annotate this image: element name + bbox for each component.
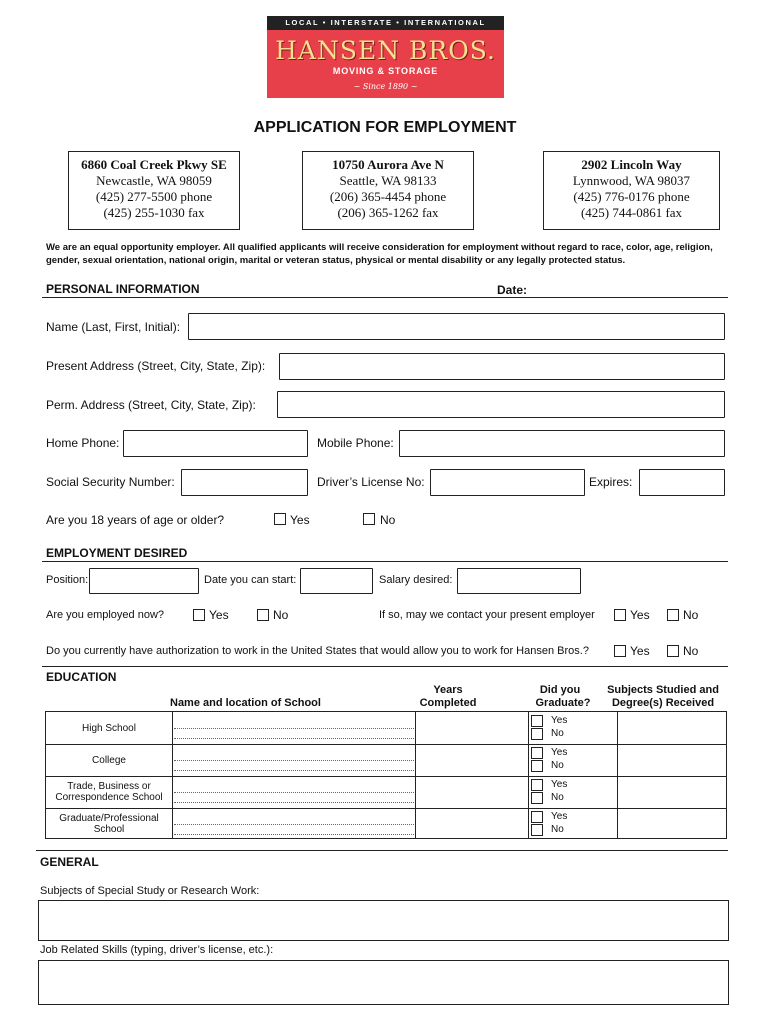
edu-row-label-trade [46,776,172,808]
col-years-header-1: Years [433,684,463,696]
office-fax: (206) 365-1262 fax [337,205,439,220]
office-phone: (206) 365-4454 phone [329,189,447,204]
col-divider [528,712,529,838]
write-line [174,824,414,825]
office-fax: (425) 744-0861 fax [580,205,683,220]
employed-yes-label: Yes [209,608,229,622]
salary-field[interactable] [457,568,581,594]
personal-heading: PERSONAL INFORMATION [46,282,200,296]
graduate-grad-yes-checkbox[interactable] [531,811,543,823]
col-divider [617,712,618,838]
auth-yes-label: Yes [630,644,650,658]
section-divider [42,666,728,667]
office-seattle [302,151,474,230]
start-date-label: Date you can start: [204,574,297,586]
write-line [174,792,414,793]
contact-question: If so, may we contact your present employer [379,609,595,621]
contact-yes-checkbox[interactable] [614,609,626,621]
office-city: Seattle, WA 98133 [339,173,437,188]
trade-grad-no-checkbox[interactable] [531,792,543,804]
trade-grad-yes-label: Yes [551,779,568,790]
trade-grad-yes-checkbox[interactable] [531,779,543,791]
col-subjects-header-2: Degree(s) Received [611,697,715,709]
write-line [174,738,414,739]
salary-label: Salary desired: [379,574,453,586]
office-phone: (425) 277-5500 phone [95,189,213,204]
auth-yes-checkbox[interactable] [614,645,626,657]
employed-no-label: No [273,608,289,622]
eeo-statement: We are an equal opportunity employer. All qualified applicants will receive consideration for employment without regard to race, color, age, religion, gender, sexual orientation, national origin, marital or veteran status, physical or mental disability or any legally protected status. [46,242,713,266]
position-field[interactable] [89,568,199,594]
col-subjects-header-1: Subjects Studied and [607,684,719,696]
authorization-question: Do you currently have authorization to work in the United States that would allow you to work for Hansen Bros.? [46,645,589,657]
office-address: 2902 Lincoln Way [581,157,682,172]
mobile-phone-field[interactable] [399,430,725,457]
expires-label: Expires: [589,475,633,489]
company-logo [267,16,504,98]
present-address-field[interactable] [279,353,725,380]
hs-grad-yes-label: Yes [551,715,568,726]
edu-row-label-line: Graduate/Professional [59,813,159,824]
present-address-label: Present Address (Street, City, State, Zip): [46,359,266,373]
office-city: Newcastle, WA 98059 [96,173,212,188]
perm-address-field[interactable] [277,391,725,418]
home-phone-label: Home Phone: [46,436,120,450]
contact-yes-label: Yes [630,608,650,622]
edu-row-label-line: School [93,824,125,835]
page-title: APPLICATION FOR EMPLOYMENT [253,119,517,136]
mobile-phone-label: Mobile Phone: [317,436,394,450]
write-line [174,834,414,835]
write-line [174,770,414,771]
age-no-checkbox[interactable] [363,513,375,525]
logo-tagline: LOCAL • INTERSTATE • INTERNATIONAL [267,16,504,30]
college-grad-yes-checkbox[interactable] [531,747,543,759]
name-label: Name (Last, First, Initial): [46,320,181,334]
graduate-grad-no-label: No [551,824,564,835]
edu-row-label-high-school [46,712,172,744]
edu-row-label-line: High School [82,722,136,734]
contact-no-label: No [683,608,699,622]
contact-no-checkbox[interactable] [667,609,679,621]
trade-grad-no-label: No [551,792,564,803]
employment-heading: EMPLOYMENT DESIRED [46,546,188,560]
hs-grad-no-label: No [551,728,564,739]
employed-no-checkbox[interactable] [257,609,269,621]
write-line [174,802,414,803]
col-years-header-2: Completed [419,697,477,709]
employed-yes-checkbox[interactable] [193,609,205,621]
auth-no-label: No [683,644,699,658]
age-yes-checkbox[interactable] [274,513,286,525]
office-city: Lynnwood, WA 98037 [572,173,691,188]
col-grad-header-1: Did you [539,684,581,696]
perm-address-label: Perm. Address (Street, City, State, Zip): [46,398,256,412]
college-grad-no-label: No [551,760,564,771]
office-address: 10750 Aurora Ave N [332,157,444,172]
logo-since: ~ Since 1890 ~ [353,82,418,91]
skills-label: Job Related Skills (typing, driver’s license, etc.): [40,944,274,956]
edu-row-label-college [46,744,172,776]
section-divider [42,297,728,298]
subjects-field[interactable] [38,900,729,941]
ssn-label: Social Security Number: [46,475,175,489]
position-label: Position: [46,574,89,586]
name-field[interactable] [188,313,725,340]
logo-subtitle: MOVING & STORAGE [332,66,439,76]
auth-no-checkbox[interactable] [667,645,679,657]
write-line [174,760,414,761]
office-lynnwood [543,151,720,230]
col-divider [415,712,416,838]
skills-field[interactable] [38,960,729,1005]
edu-row-label-line: Trade, Business or [67,781,151,792]
age-yes-label: Yes [290,513,310,527]
hs-grad-yes-checkbox[interactable] [531,715,543,727]
office-fax: (425) 255-1030 fax [103,205,205,220]
hs-grad-no-checkbox[interactable] [531,728,543,740]
logo-company-name: HANSEN BROS. [275,36,496,65]
write-line [174,728,414,729]
ssn-field[interactable] [181,469,308,496]
expires-field[interactable] [639,469,725,496]
drivers-license-field[interactable] [430,469,585,496]
date-label: Date: [497,283,528,297]
education-heading: EDUCATION [46,670,117,684]
edu-row-label-line: Correspondence School [55,792,163,803]
col-grad-header-2: Graduate? [535,697,591,709]
home-phone-field[interactable] [123,430,308,457]
graduate-grad-no-checkbox[interactable] [531,824,543,836]
col-school-header: Name and location of School [170,697,321,709]
education-table [45,711,727,839]
drivers-license-label: Driver’s License No: [317,475,425,489]
col-divider [172,712,173,838]
office-phone: (425) 776-0176 phone [573,189,690,204]
age-no-label: No [380,513,396,527]
graduate-grad-yes-label: Yes [551,811,568,822]
age-question: Are you 18 years of age or older? [46,513,225,527]
edu-row-label-graduate [46,808,172,840]
start-date-field[interactable] [300,568,373,594]
college-grad-no-checkbox[interactable] [531,760,543,772]
edu-row-label-line: College [92,754,126,766]
office-newcastle [68,151,240,230]
general-heading: GENERAL [40,855,99,869]
college-grad-yes-label: Yes [551,747,568,758]
section-divider [36,850,728,851]
section-divider [42,561,728,562]
employed-question: Are you employed now? [46,609,165,621]
subjects-label: Subjects of Special Study or Research Work: [40,885,260,897]
office-address: 6860 Coal Creek Pkwy SE [81,157,227,172]
